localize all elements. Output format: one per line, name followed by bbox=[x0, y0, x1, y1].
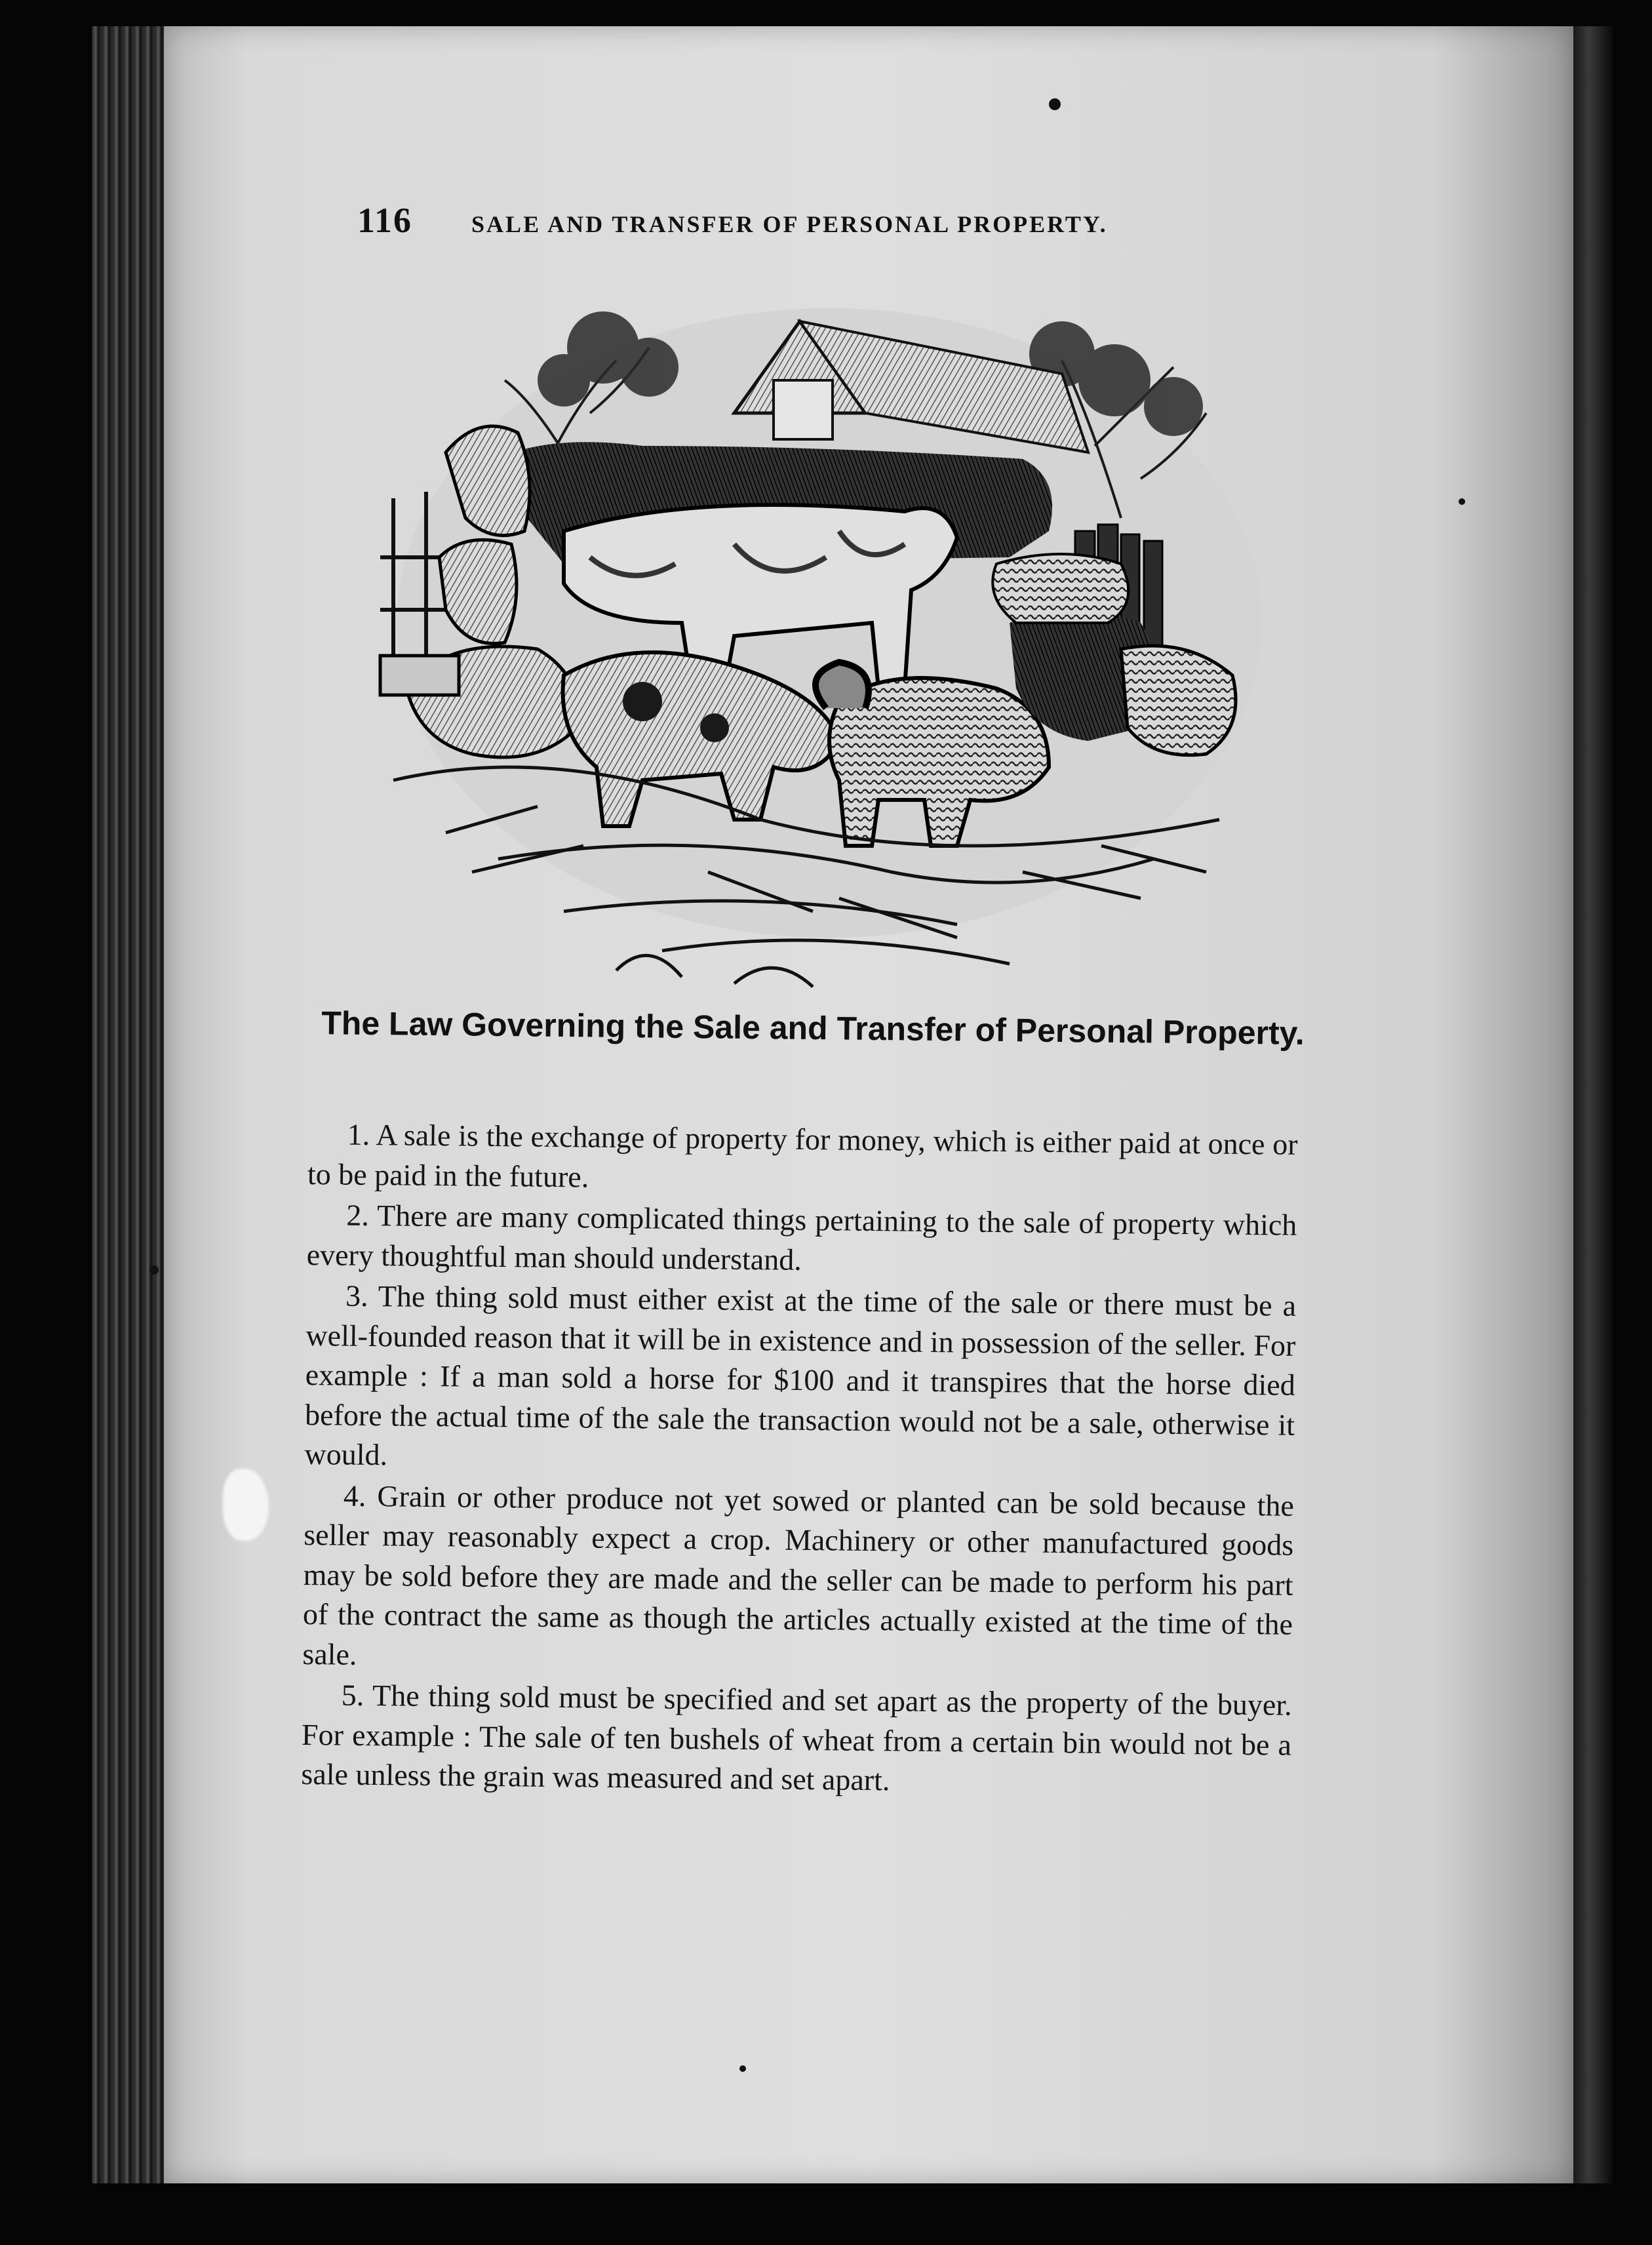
running-head bbox=[357, 200, 1210, 246]
paragraph-2: 2. There are many complicated things pertaining to the sale of property which every thoughtful man should understand. bbox=[306, 1198, 1297, 1277]
section-heading: The Law Governing the Sale and Transfer of Personal Property. bbox=[321, 1004, 1305, 1052]
book-gutter-shadow bbox=[1573, 26, 1613, 2183]
body-text bbox=[301, 1115, 1298, 1806]
ink-speck bbox=[149, 1265, 159, 1275]
ink-speck bbox=[1049, 98, 1061, 110]
paragraph-5: 5. The thing sold must be specified and set apart as the property of the buyer. For example : The sale of ten bushels of wheat from a certain bin would not be a sale unless the grain was measured and set apart. bbox=[301, 1678, 1292, 1797]
paper-blemish bbox=[223, 1469, 269, 1541]
paragraph-4: 4. Grain or other produce not yet sowed or planted can be sold because the seller may reasonably expect a crop. Machinery or other manufactured goods may be sold before they are made and the seller can be made to perform his part of the contract the same as though the articles actually existed at the time of the sale. bbox=[302, 1479, 1295, 1671]
paragraph-1: 1. A sale is the exchange of property for money, which is either paid at once or to be paid in the future. bbox=[307, 1117, 1298, 1193]
running-head-title: SALE AND TRANSFER OF PERSONAL PROPERTY. bbox=[471, 211, 1108, 237]
page-number: 116 bbox=[357, 201, 413, 240]
farmyard-engraving-icon bbox=[367, 282, 1291, 997]
ink-speck bbox=[739, 2065, 746, 2072]
ink-speck bbox=[1459, 498, 1465, 505]
paragraph-3: 3. The thing sold must either exist at the time of the sale or there must be a well-founded reason that it will be in existence and in possession of the seller. For example : If a man sold a horse for $100 and it transpires that the horse died before the actual time of the sale the transaction would not be a sale, otherwise it would. bbox=[304, 1279, 1297, 1472]
book-page-edges bbox=[92, 26, 170, 2183]
